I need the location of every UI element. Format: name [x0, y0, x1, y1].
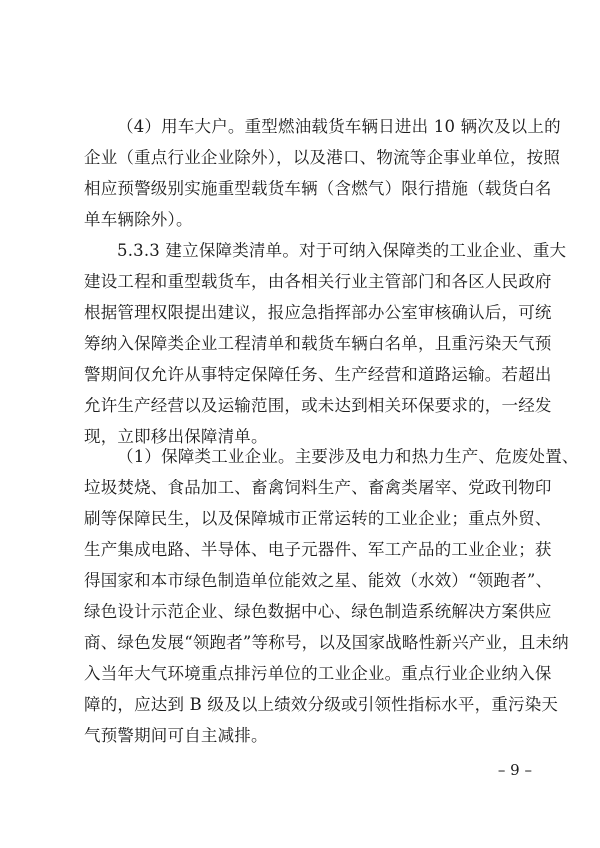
text-line: 相应预警级别实施重型载货车辆（含燃气）限行措施（载货白名: [84, 179, 552, 198]
text-line: 5.3.3 建立保障类清单。对于可纳入保障类的工业企业、重大: [117, 241, 567, 260]
text-line: 障的，应达到 B 级及以上绩效分级或引领性指标水平，重污染天: [84, 695, 559, 714]
text-line: 刷等保障民生，以及保障城市正常运转的工业企业；重点外贸、: [84, 509, 552, 528]
text-line: 根据管理权限提出建议，报应急指挥部办公室审核确认后，可统: [84, 303, 552, 322]
text-line: 生产集成电路、半导体、电子元器件、军工产品的工业企业；获: [84, 540, 552, 559]
paragraph-heavy-vehicle-users: [84, 111, 561, 235]
text-line: 筹纳入保障类企业工程清单和载货车辆白名单，且重污染天气预: [84, 334, 552, 353]
paragraph-guarantee-list: [84, 235, 567, 452]
text-line: （1）保障类工业企业。主要涉及电力和热力生产、危废处置、: [117, 447, 579, 466]
text-line: （4）用车大户。重型燃油载货车辆日进出 10 辆次及以上的: [117, 117, 561, 136]
text-line: 得国家和本市绿色制造单位能效之星、能效（水效）“领跑者”、: [84, 571, 553, 590]
text-line: 现，立即移出保障清单。: [84, 427, 268, 446]
text-line: 警期间仅允许从事特定保障任务、生产经营和道路运输。若超出: [84, 365, 552, 384]
text-line: 垃圾焚烧、食品加工、畜禽饲料生产、畜禽类屠宰、党政刊物印: [84, 478, 552, 497]
text-line: 建设工程和重型载货车，由各相关行业主管部门和各区人民政府: [84, 272, 552, 291]
text-line: 绿色设计示范企业、绿色数据中心、绿色制造系统解决方案供应: [84, 602, 552, 621]
text-line: 允许生产经营以及运输范围，或未达到相关环保要求的，一经发: [84, 396, 552, 415]
text-line: 企业（重点行业企业除外），以及港口、物流等企事业单位，按照: [84, 148, 561, 167]
page-number: – 9 –: [497, 761, 532, 779]
text-line: 气预警期间可自主减排。: [84, 726, 268, 745]
text-line: 单车辆除外）。: [84, 210, 193, 229]
text-line: 商、绿色发展“领跑者”等称号，以及国家战略性新兴产业，且未纳: [84, 633, 569, 652]
text-line: 入当年大气环境重点排污单位的工业企业。重点行业企业纳入保: [84, 664, 552, 683]
paragraph-guarantee-industrial-enterprises: [84, 441, 579, 751]
